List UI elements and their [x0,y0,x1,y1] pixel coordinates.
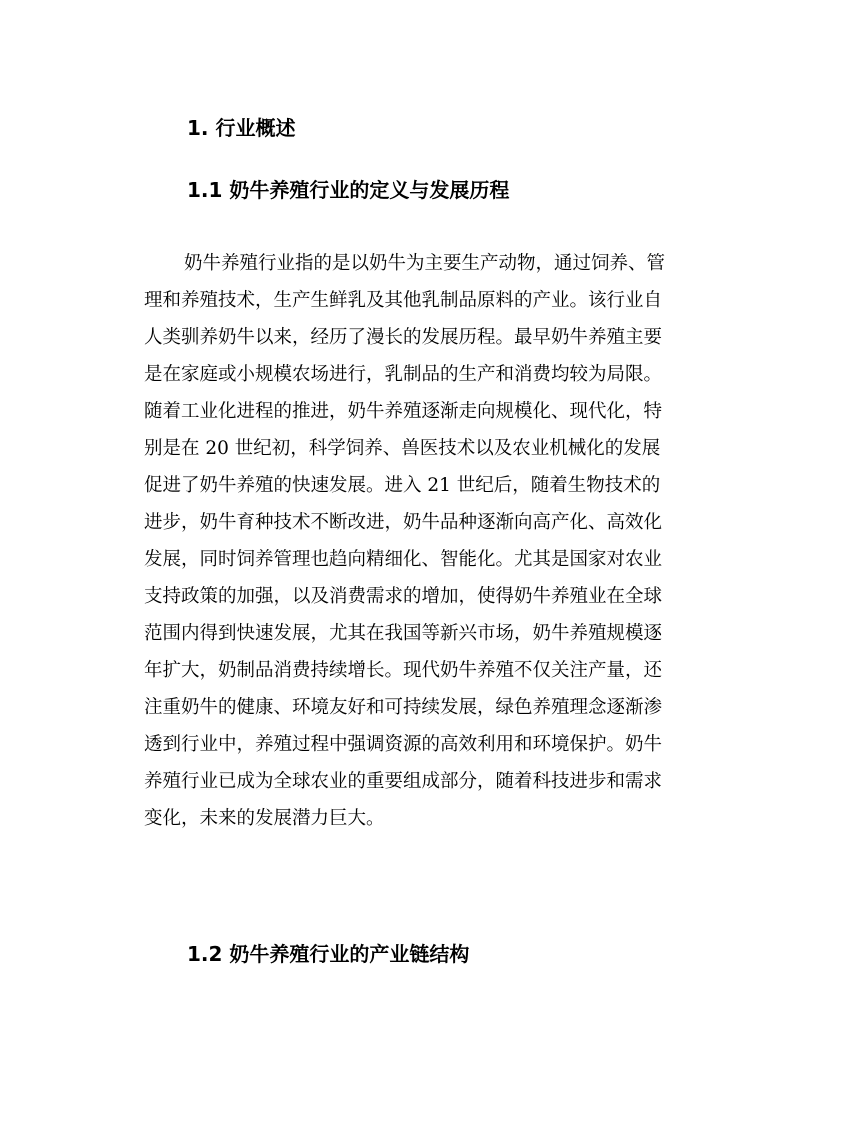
subsection-heading-1-2: 1.2 奶牛养殖行业的产业链结构 [187,942,470,966]
paragraph-line: 透到行业中，养殖过程中强调资源的高效利用和环境保护。奶牛 [144,734,663,755]
paragraph-line: 变化，未来的发展潜力巨大。 [144,808,385,829]
paragraph-line: 进步，奶牛育种技术不断改进，奶牛品种逐渐向高产化、高效化 [144,512,663,533]
subsection-heading-1-1: 1.1 奶牛养殖行业的定义与发展历程 [187,178,510,202]
paragraph-line: 促进了奶牛养殖的快速发展。进入 21 世纪后，随着生物技术的 [144,475,661,496]
paragraph-line: 奶牛养殖行业指的是以奶牛为主要生产动物，通过饲养、管 [184,253,666,274]
paragraph-line: 是在家庭或小规模农场进行，乳制品的生产和消费均较为局限。 [144,364,663,385]
section-heading-1: 1. 行业概述 [187,116,296,140]
body-paragraph [144,245,704,837]
paragraph-line: 范围内得到快速发展，尤其在我国等新兴市场，奶牛养殖规模逐 [144,623,663,644]
paragraph-line: 理和养殖技术，生产生鲜乳及其他乳制品原料的产业。该行业自 [144,290,663,311]
paragraph-line: 养殖行业已成为全球农业的重要组成部分，随着科技进步和需求 [144,771,663,792]
paragraph-line: 人类驯养奶牛以来，经历了漫长的发展历程。最早奶牛养殖主要 [144,327,663,348]
paragraph-line: 注重奶牛的健康、环境友好和可持续发展，绿色养殖理念逐渐渗 [144,697,663,718]
paragraph-line: 发展，同时饲养管理也趋向精细化、智能化。尤其是国家对农业 [144,549,663,570]
paragraph-line: 别是在 20 世纪初，科学饲养、兽医技术以及农业机械化的发展 [144,438,661,459]
paragraph-line: 年扩大，奶制品消费持续增长。现代奶牛养殖不仅关注产量，还 [144,660,663,681]
paragraph-line: 支持政策的加强，以及消费需求的增加，使得奶牛养殖业在全球 [144,586,663,607]
paragraph-line: 随着工业化进程的推进，奶牛养殖逐渐走向规模化、现代化，特 [144,401,663,422]
